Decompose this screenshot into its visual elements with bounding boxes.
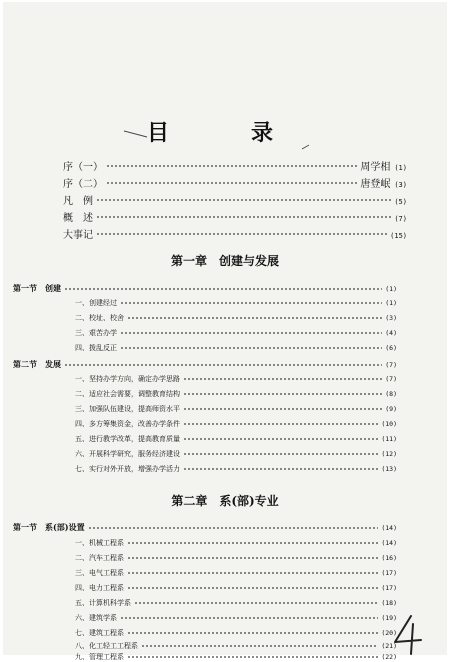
toc-item <box>75 464 397 474</box>
toc-label: 第一节 系(部)设置 <box>13 522 85 532</box>
toc-item <box>75 583 397 593</box>
toc-page-number: (1) <box>385 285 397 293</box>
dot-leader <box>120 347 382 349</box>
toc-label: 序（二） <box>63 179 103 190</box>
toc-page-number: (15) <box>390 232 407 240</box>
chapter-1-heading: 第一章 创建与发展 <box>170 254 279 268</box>
toc-page-number: (18) <box>381 599 397 607</box>
dot-leader <box>127 572 378 574</box>
toc-page-number: (1) <box>394 164 407 172</box>
toc-author: 周学相 <box>360 162 391 173</box>
scan-mark <box>301 144 311 150</box>
toc-label: 二、校址、校舍 <box>75 314 124 322</box>
dot-leader <box>120 617 378 619</box>
toc-item <box>75 328 397 338</box>
dot-leader <box>183 378 382 380</box>
toc-label: 概 述 <box>63 213 93 224</box>
toc-item <box>75 404 397 414</box>
toc-label: 凡 例 <box>63 196 93 207</box>
toc-page-number: (6) <box>385 344 397 352</box>
toc-page-number: (17) <box>381 584 397 592</box>
toc-page-number: (8) <box>385 390 397 398</box>
dot-leader <box>127 317 382 319</box>
dot-leader <box>120 302 382 304</box>
toc-section <box>13 359 397 370</box>
toc-page-number: (4) <box>385 329 397 337</box>
toc-label: 三、电气工程系 <box>75 569 124 577</box>
toc-item <box>75 419 397 429</box>
toc-item <box>75 553 397 563</box>
dot-leader <box>96 233 387 235</box>
dot-leader <box>120 332 382 334</box>
toc-item <box>75 628 397 638</box>
document-page <box>3 2 447 661</box>
scan-mark <box>123 130 149 138</box>
toc-item <box>75 449 397 459</box>
toc-label: 四、拨乱反正 <box>75 344 117 352</box>
dot-leader <box>127 587 378 589</box>
toc-label: 四、多方筹集资金，改善办学条件 <box>75 420 180 428</box>
toc-item <box>75 652 397 662</box>
dot-leader <box>183 408 382 410</box>
toc-label: 一、坚持办学方向，确定办学思路 <box>75 375 180 383</box>
handwritten-page-number <box>391 614 425 656</box>
page-title: 目 录 <box>146 120 303 146</box>
toc-item <box>75 641 397 651</box>
toc-label: 一、创建经过 <box>75 299 117 307</box>
toc-page-number: (11) <box>381 435 397 443</box>
dot-leader <box>106 182 357 184</box>
toc-page-number: (16) <box>381 554 397 562</box>
dot-leader <box>64 288 382 290</box>
toc-item <box>75 389 397 399</box>
toc-page-number: (7) <box>385 375 397 383</box>
toc-page-number: (9) <box>385 405 397 413</box>
toc-page-number: (7) <box>385 361 397 369</box>
toc-label: 大事记 <box>63 230 93 241</box>
toc-page-number: (22) <box>381 653 397 661</box>
toc-label: 六、建筑学系 <box>75 614 117 622</box>
toc-label: 二、适应社会需要，调整教育结构 <box>75 390 180 398</box>
toc-item <box>75 374 397 384</box>
dot-leader <box>183 423 378 425</box>
toc-label: 九、管理工程系 <box>75 653 124 661</box>
dot-leader <box>127 542 378 544</box>
toc-entry-overview <box>63 209 407 224</box>
dot-leader <box>64 364 382 366</box>
toc-entry-preface-2 <box>63 175 407 190</box>
dot-leader <box>127 557 378 559</box>
toc-page-number: (3) <box>385 314 397 322</box>
toc-section <box>13 522 397 533</box>
toc-label: 三、艰苦办学 <box>75 329 117 337</box>
toc-page-number: (17) <box>381 569 397 577</box>
dot-leader <box>96 216 391 218</box>
toc-label: 一、机械工程系 <box>75 539 124 547</box>
dot-leader <box>141 645 378 647</box>
toc-label: 七、建筑工程系 <box>75 629 124 637</box>
toc-label: 八、化工轻工工程系 <box>75 642 138 650</box>
toc-item <box>75 538 397 548</box>
dot-leader <box>134 602 378 604</box>
toc-label: 六、开展科学研究，服务经济建设 <box>75 450 180 458</box>
toc-item <box>75 298 397 308</box>
toc-page-number: (14) <box>381 539 397 547</box>
toc-entry-conventions <box>63 192 407 207</box>
toc-page-number: (19) <box>381 614 397 622</box>
toc-entry-preface-1 <box>63 158 407 173</box>
toc-entry-chronicle <box>63 226 407 241</box>
toc-section <box>13 283 397 294</box>
toc-item <box>75 434 397 444</box>
toc-page-number: (10) <box>381 420 397 428</box>
dot-leader <box>183 453 378 455</box>
toc-label: 第一节 创建 <box>13 283 61 293</box>
toc-page-number: (3) <box>394 181 407 189</box>
toc-label: 七、实行对外开放，增强办学活力 <box>75 465 180 473</box>
toc-page-number: (7) <box>394 215 407 223</box>
toc-label: 第二节 发展 <box>13 359 61 369</box>
dot-leader <box>88 527 379 529</box>
toc-page-number: (1) <box>385 299 397 307</box>
toc-item <box>75 343 397 353</box>
toc-page-number: (13) <box>381 465 397 473</box>
toc-item <box>75 598 397 608</box>
toc-label: 序（一） <box>63 162 103 173</box>
dot-leader <box>183 468 378 470</box>
toc-item <box>75 568 397 578</box>
toc-page-number: (21) <box>381 642 397 650</box>
chapter-2-heading: 第二章 系(部)专业 <box>171 494 279 508</box>
toc-page-number: (20) <box>381 629 397 637</box>
toc-label: 五、计算机科学系 <box>75 599 131 607</box>
toc-item <box>75 313 397 323</box>
toc-label: 二、汽车工程系 <box>75 554 124 562</box>
dot-leader <box>96 199 391 201</box>
toc-page-number: (5) <box>394 198 407 206</box>
toc-page-number: (14) <box>381 524 397 532</box>
dot-leader <box>183 393 382 395</box>
dot-leader <box>127 632 378 634</box>
toc-label: 五、进行教学改革，提高教育质量 <box>75 435 180 443</box>
toc-item <box>75 613 397 623</box>
dot-leader <box>106 165 357 167</box>
toc-page-number: (12) <box>381 450 397 458</box>
toc-label: 四、电力工程系 <box>75 584 124 592</box>
dot-leader <box>127 656 378 658</box>
dot-leader <box>183 438 378 440</box>
toc-label: 三、加强队伍建设，提高师资水平 <box>75 405 180 413</box>
toc-author: 唐登岷 <box>360 179 391 190</box>
